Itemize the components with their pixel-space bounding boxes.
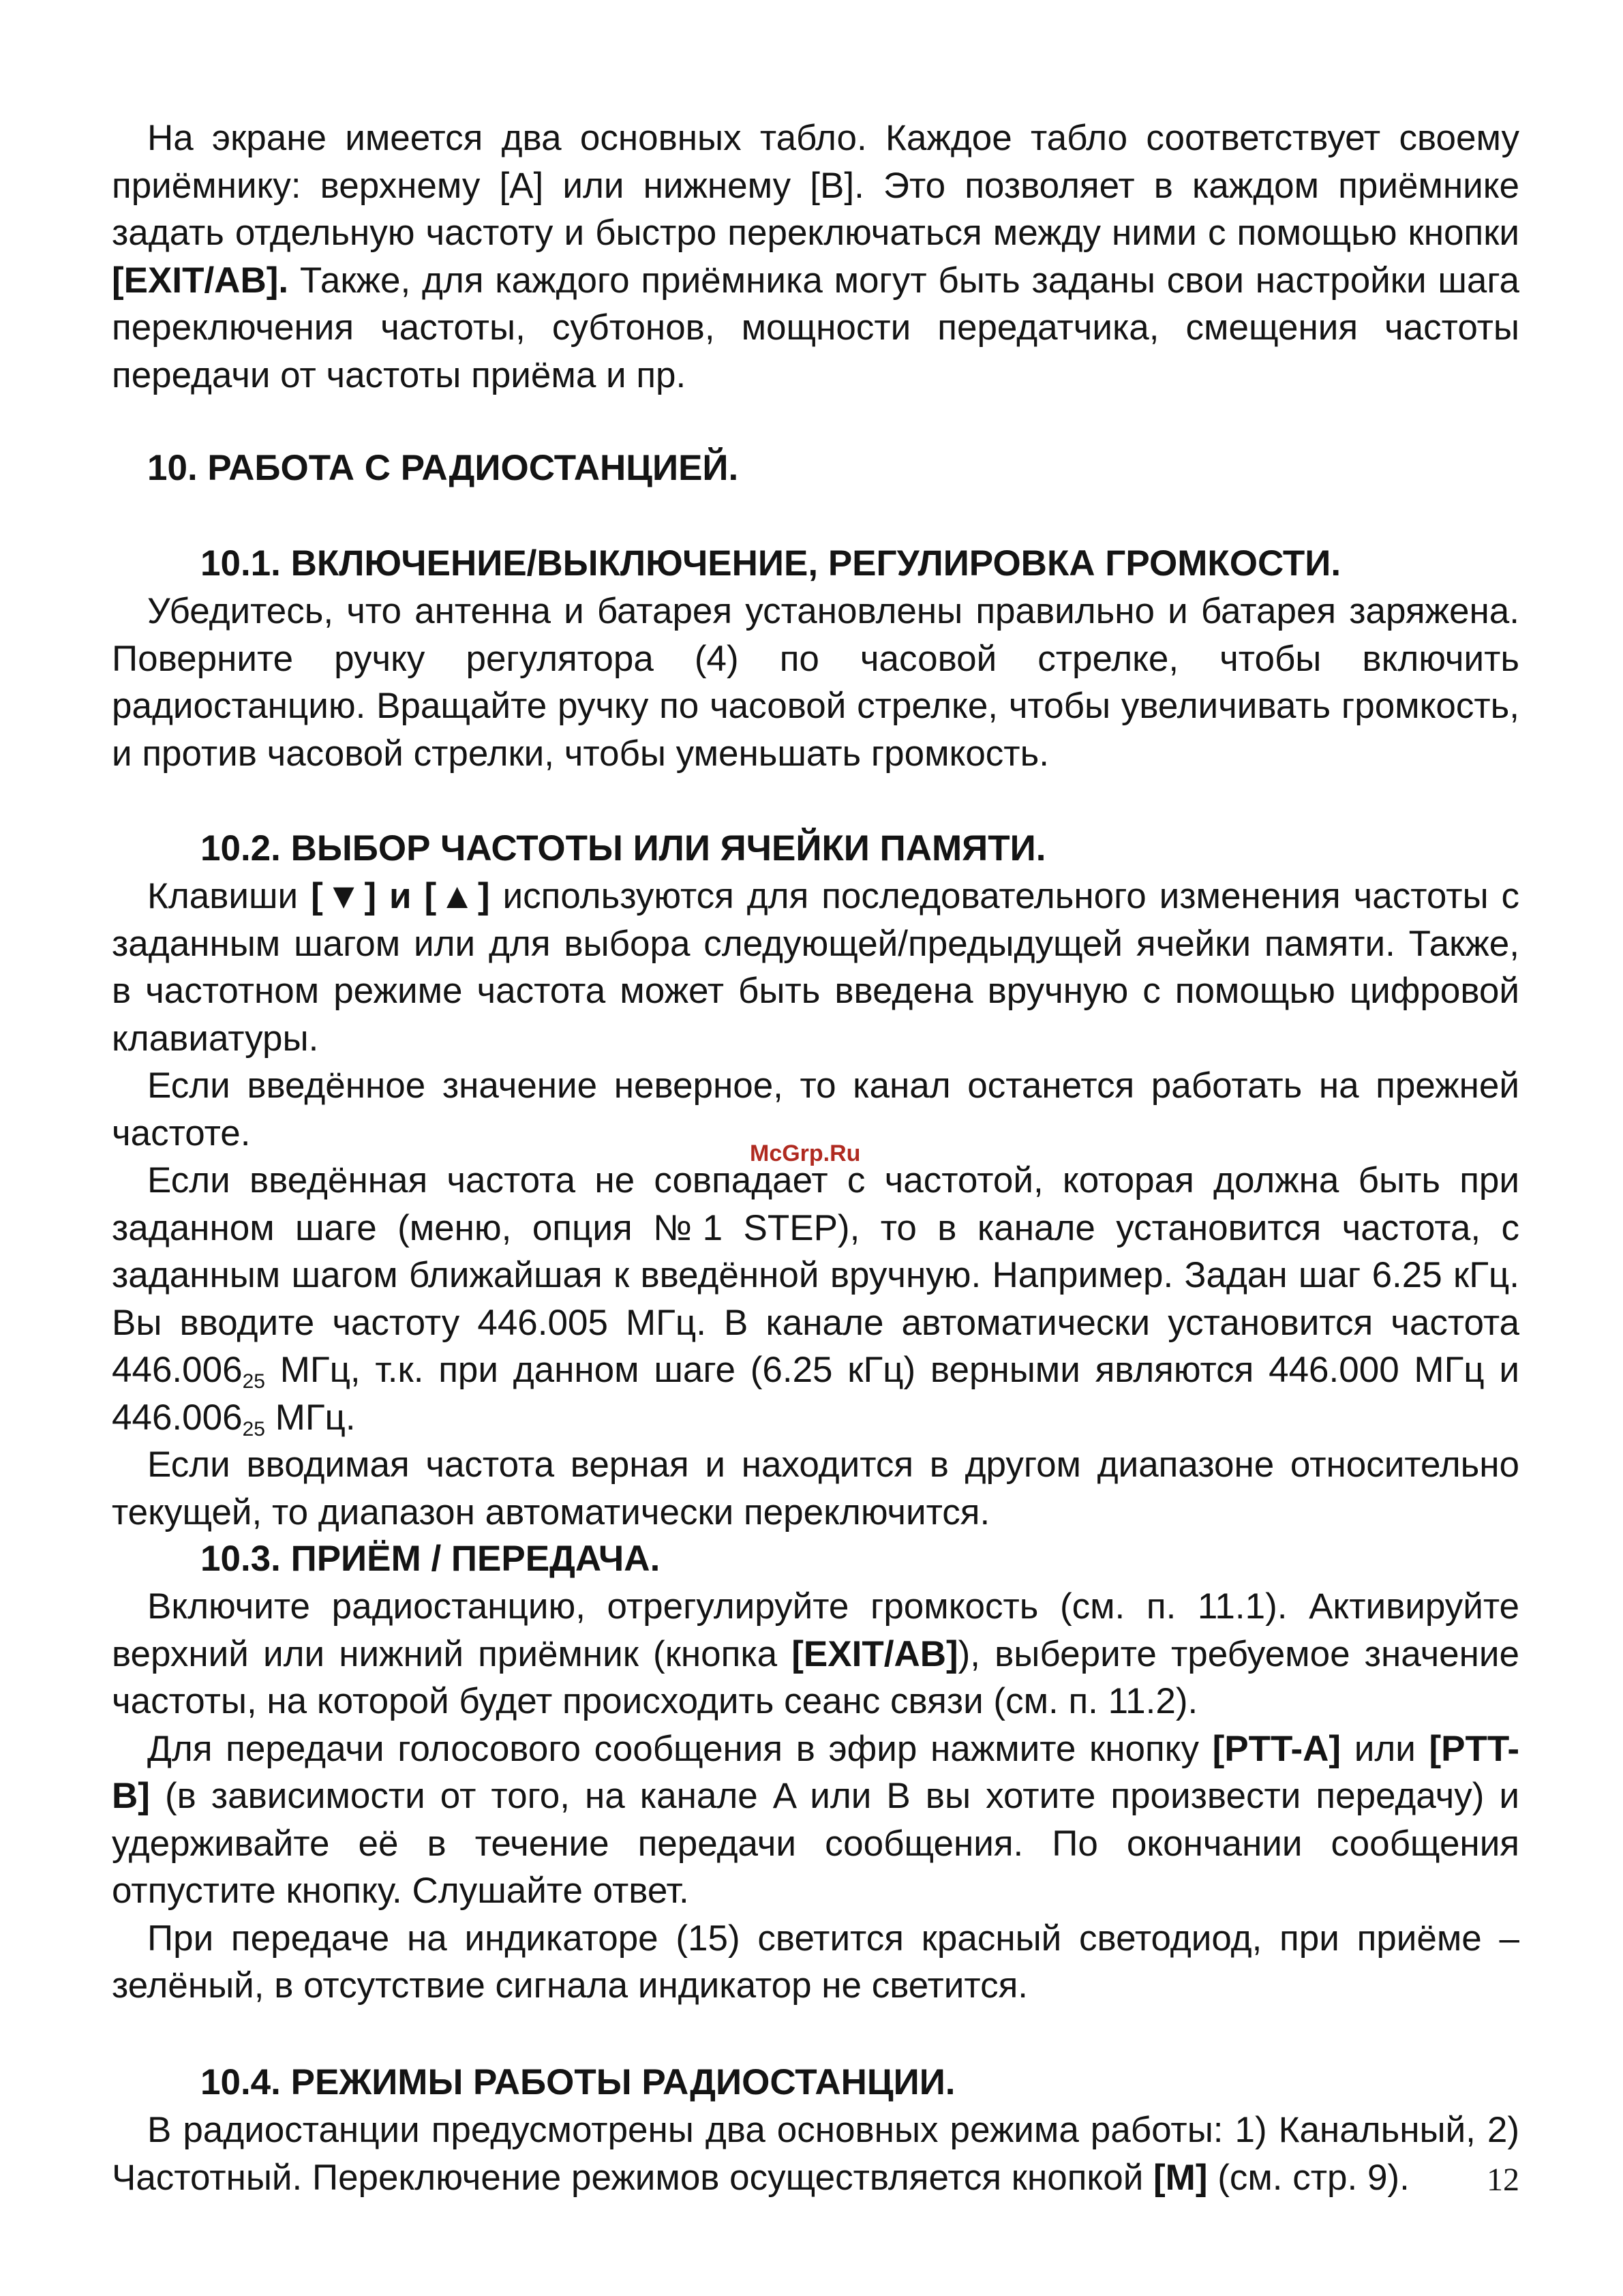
exit-ab-key-label: [EXIT/AB].: [112, 260, 289, 301]
m-key-label: [M]: [1153, 2157, 1208, 2198]
watermark-text: McGrp.Ru: [750, 1141, 861, 1166]
section-10-3-paragraph-2: Для передачи голосового сообщения в эфир нажмите кнопку [PTT-A] или [PTT-B] (в зависимости от того, на канале A или B вы хотите произвести передачу) и удерживайте её в течение передачи сообщения. По окончании сообщения отпустите кнопку. Слушайте ответ.: [112, 1728, 1519, 1911]
section-10-3-body: [112, 1583, 1519, 2010]
section-10-3-heading: 10.3. ПРИЁМ / ПЕРЕДАЧА.: [200, 1539, 661, 1579]
section-10-2-heading: 10.2. ВЫБОР ЧАСТОТЫ ИЛИ ЯЧЕЙКИ ПАМЯТИ.: [200, 828, 1046, 868]
section-10-2-paragraph-1: Клавиши [▼] и [▲] используются для последовательного изменения частоты с заданным шагом или для выбора следующей/предыдущей ячейки памяти. Также, в частотном режиме частота может быть введена вручную с помощью цифровой клавиатуры.: [112, 876, 1519, 1059]
page-number: 12: [1487, 2162, 1519, 2198]
section-10-4-heading: 10.4. РЕЖИМЫ РАБОТЫ РАДИОСТАНЦИИ.: [200, 2062, 956, 2102]
section-10-2-paragraph-4: Если вводимая частота верная и находится в другом диапазоне относительно текущей, то диапазон автоматически переключится.: [112, 1445, 1519, 1532]
section-10-2-body: [112, 873, 1519, 1536]
section-10-2-paragraph-3: Если введённая частота не совпадает с частотой, которая должна быть при заданном шаге (меню, опция №1 STEP), то в канале установится частота, с заданным шагом ближайшая к введённой вручную. Например. Задан шаг 6.25 кГц. Вы вводите частоту 446.005 МГц. В канале автоматически установится частота $446.006_{25}$ МГц, т.к. при данном шаге (6.25 кГц) верными являются 446.000 МГц и $446.006_{25}$ МГц.: [112, 1160, 1519, 1440]
ptt-a-key-label: [PTT-A]: [1212, 1728, 1341, 1769]
section-10-2-paragraph-2: Если введённое значение неверное, то канал останется работать на прежней частоте.: [112, 1066, 1519, 1153]
section-10-1-paragraph: Убедитесь, что антенна и батарея установлены правильно и батарея заряжена. Поверните ручку регулятора (4) по часовой стрелке, чтобы включить радиостанцию. Вращайте ручку по часовой стрелке, чтобы увеличивать громкость, и против часовой стрелки, чтобы уменьшать громкость.: [112, 591, 1519, 774]
section-10-heading: 10. РАБОТА С РАДИОСТАНЦИЕЙ.: [147, 448, 739, 488]
intro-text: На экране имеется два основных табло. Каждое табло соответствует своему приёмнику: верхнему [A] или нижнему [B]. Это позволяет в каждом приёмнике задать отдельную частоту и быстро переключаться между ними с помощью кнопки: [112, 118, 1519, 253]
intro-block: [112, 115, 1519, 399]
intro-paragraph: [112, 115, 1519, 399]
intro-text-continued: Также, для каждого приёмника могут быть заданы свои настройки шага переключения частоты, субтонов, мощности передатчика, смещения частоты передачи от частоты приёма и пр.: [112, 260, 1519, 395]
ptt-b-key-label: [PTT-B]: [112, 1728, 1519, 1816]
section-10-3-paragraph-3: При передаче на индикаторе (15) светится красный светодиод, при приёме – зелёный, в отсутствие сигнала индикатор не светится.: [112, 1918, 1519, 2006]
section-10-1-heading: 10.1. ВКЛЮЧЕНИЕ/ВЫКЛЮЧЕНИЕ, РЕГУЛИРОВКА ГРОМКОСТИ.: [200, 543, 1341, 584]
exit-ab-key-label: [EXIT/AB]: [791, 1633, 958, 1674]
section-10-4-paragraph: В радиостанции предусмотрены два основных режима работы: 1) Канальный, 2) Частотный. Переключение режимов осуществляется кнопкой [M] (см. стр. 9).: [112, 2110, 1519, 2198]
section-10-1-body: [112, 588, 1519, 777]
frequency-subscript: 25: [242, 1417, 265, 1440]
section-10-4-body: [112, 2106, 1519, 2201]
frequency-subscript: 25: [242, 1370, 265, 1393]
arrow-keys-label: [▼] и [▲]: [311, 876, 490, 916]
section-10-3-paragraph-1: Включите радиостанцию, отрегулируйте громкость (см. п. 11.1). Активируйте верхний или нижний приёмник (кнопка [EXIT/AB]), выберите требуемое значение частоты, на которой будет происходить сеанс связи (см. п. 11.2).: [112, 1586, 1520, 1721]
